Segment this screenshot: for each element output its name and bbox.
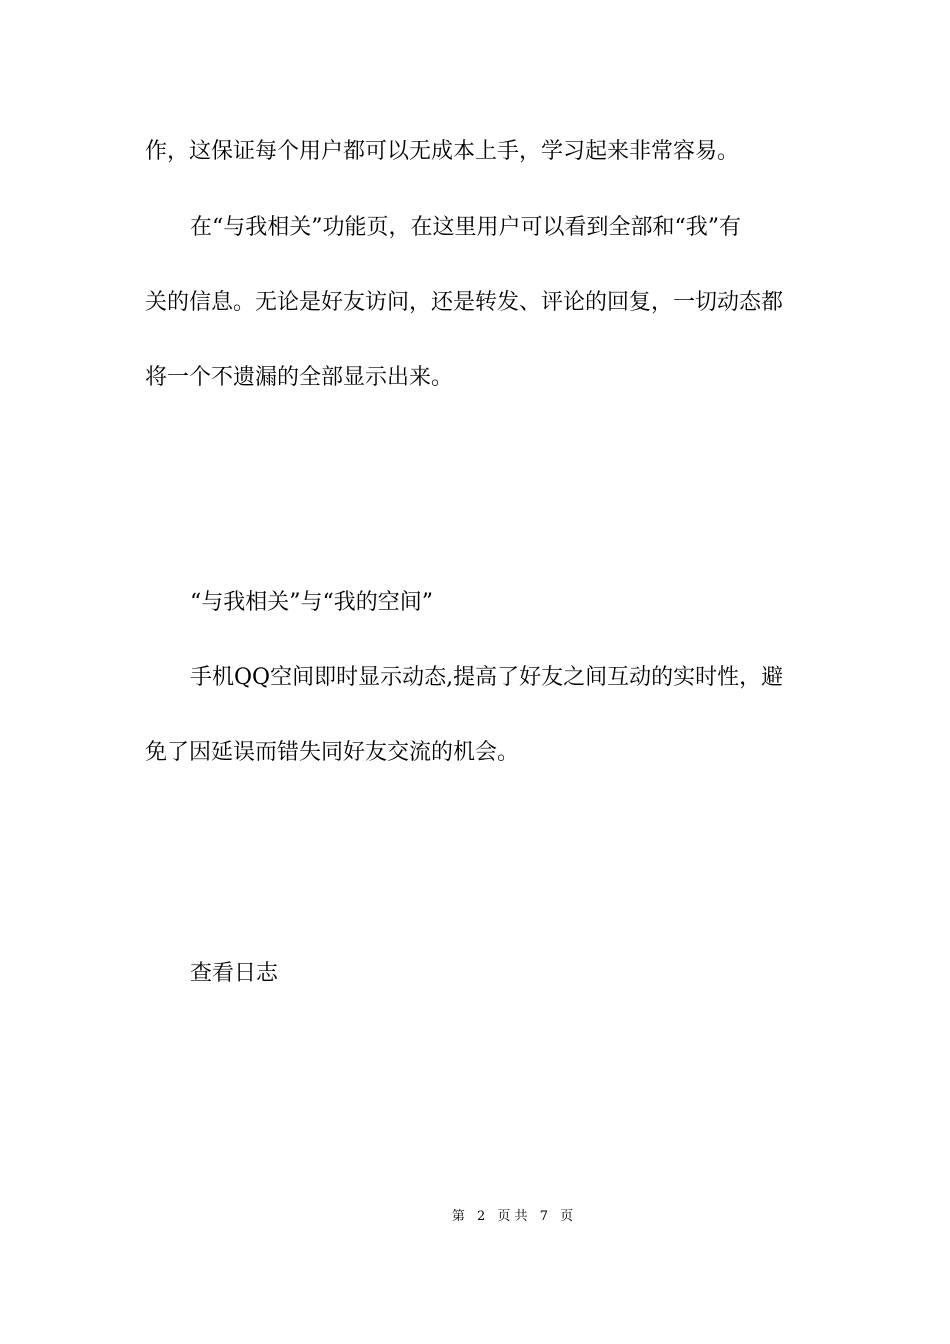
paragraph-1-line-1: 作，这保证每个用户都可以无成本上手，学习起来非常容易。 (145, 139, 740, 164)
paragraph-4-line-1: 手机QQ空间即时显示动态,提高了好友之间互动的实时性，避 (190, 665, 784, 690)
paragraph-2-line-1: 在“与我相关”功能页，在这里用户可以看到全部和“我”有 (190, 215, 741, 240)
section-heading: “与我相关”与“我的空间” (190, 590, 433, 615)
footer-suffix: 页 (560, 1209, 574, 1224)
footer-prefix: 第 (451, 1209, 465, 1224)
paragraph-2-line-2: 关的信息。无论是好友访问，还是转发、评论的回复，一切动态都 (145, 290, 784, 315)
footer-current-page: 2 (477, 1209, 486, 1224)
paragraph-2-line-3: 将一个不遗漏的全部显示出来。 (145, 365, 454, 390)
paragraph-4-line-2: 免了因延误而错失同好友交流的机会。 (145, 740, 520, 765)
page-footer (0, 1208, 950, 1226)
footer-total-pages: 7 (539, 1209, 548, 1224)
footer-middle: 页 共 (497, 1209, 528, 1224)
view-log-heading: 查看日志 (190, 961, 279, 986)
